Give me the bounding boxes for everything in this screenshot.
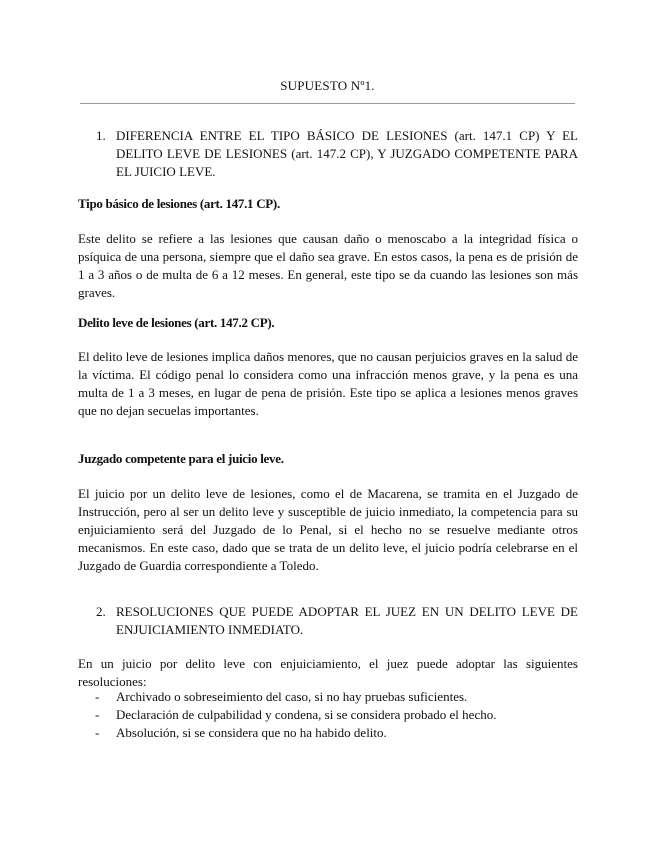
bullet-dash: - bbox=[95, 725, 100, 740]
bullet-dash: - bbox=[95, 689, 100, 704]
question-2-text: RESOLUCIONES QUE PUEDE ADOPTAR EL JUEZ EN UN DELITO LEVE DE ENJUICIAMIENTO INMEDIATO. bbox=[116, 604, 578, 637]
section-1-heading: Tipo básico de lesiones (art. 147.1 CP). bbox=[78, 196, 280, 211]
question-2-number: 2. bbox=[96, 604, 106, 619]
bullet-dash: - bbox=[95, 707, 100, 722]
resolution-text: Archivado o sobreseimiento del caso, si no hay pruebas suficientes. bbox=[116, 689, 468, 704]
section-3-body: El juicio por un delito leve de lesiones, como el de Macarena, se tramita en el Juzgado de Instrucción, pero al ser un delito leve y susceptible de juicio inmediato, la competencia para su enjuiciamiento será del Juzgado de lo Penal, si el hecho no se resuelve mediante otros mecanismos. En este caso, dado que se trata de un delito leve, el juicio podría celebrarse en el Juzgado de Guardia correspondiente a Toledo. bbox=[78, 486, 578, 573]
list-item bbox=[95, 724, 575, 742]
list-item bbox=[95, 688, 575, 706]
question-1-text: DIFERENCIA ENTRE EL TIPO BÁSICO DE LESIONES (art. 147.1 CP) Y EL DELITO LEVE DE LESIONES (art. 147.2 CP), Y JUZGADO COMPETENTE PARA EL JUICIO LEVE. bbox=[116, 128, 578, 179]
question-1-number: 1. bbox=[96, 128, 106, 143]
title-divider bbox=[80, 103, 575, 104]
section-2-heading: Delito leve de lesiones (art. 147.2 CP). bbox=[78, 315, 275, 330]
resolutions-intro: En un juicio por delito leve con enjuiciamiento, el juez puede adoptar las siguientes resoluciones: bbox=[78, 656, 578, 689]
section-2-body: El delito leve de lesiones implica daños menores, que no causan perjuicios graves en la salud de la víctima. El código penal lo considera como una infracción menos grave, y la pena es una multa de 1 a 3 meses, en lugar de pena de prisión. Este tipo se aplica a lesiones menos graves que no dejan secuelas importantes. bbox=[78, 349, 578, 418]
document-title: SUPUESTO Nº1. bbox=[280, 78, 375, 93]
resolution-text: Declaración de culpabilidad y condena, si se considera probado el hecho. bbox=[116, 707, 497, 722]
question-2 bbox=[96, 603, 578, 639]
resolutions-list bbox=[95, 688, 575, 742]
list-item bbox=[95, 706, 575, 724]
question-1 bbox=[96, 127, 578, 181]
resolution-text: Absolución, si se considera que no ha habido delito. bbox=[116, 725, 387, 740]
section-1-body: Este delito se refiere a las lesiones que causan daño o menoscabo a la integridad física o psíquica de una persona, siempre que el daño sea grave. En estos casos, la pena es de prisión de 1 a 3 años o de multa de 6 a 12 meses. En general, este tipo se da cuando las lesiones son más graves. bbox=[78, 231, 578, 300]
section-3-heading: Juzgado competente para el juicio leve. bbox=[78, 451, 284, 466]
